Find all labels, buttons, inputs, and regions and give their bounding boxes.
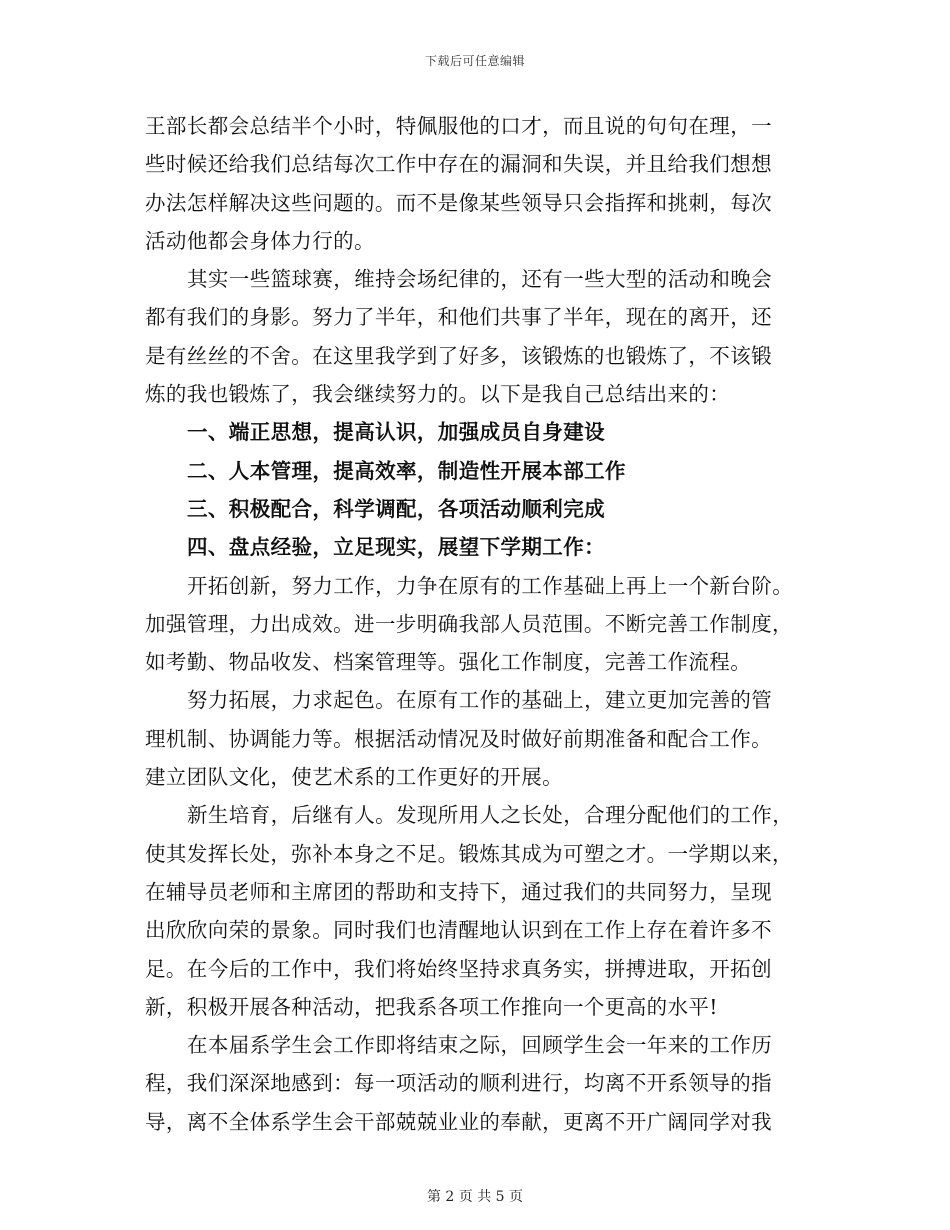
paragraph-line: 活动他都会身体力行的。 xyxy=(145,228,375,253)
paragraph-line: 都有我们的身影。努力了半年，和他们共事了半年，现在的离开，还 xyxy=(145,305,772,330)
paragraph-line: 其实一些篮球赛，维持会场纪律的，还有一些大型的活动和晚会 xyxy=(187,267,773,292)
paragraph-line: 理机制、协调能力等。根据活动情况及时做好前期准备和配合工作。 xyxy=(145,726,772,751)
paragraph-line: 是有丝丝的不舍。在这里我学到了好多，该锻炼的也锻炼了，不该锻 xyxy=(145,343,772,368)
paragraph-line: 在辅导员老师和主席团的帮助和支持下，通过我们的共同努力，呈现 xyxy=(145,879,772,904)
paragraph-line: 炼的我也锻炼了，我会继续努力的。以下是我自己总结出来的： xyxy=(145,382,731,407)
paragraph-line: 足。在今后的工作中，我们将始终坚持求真务实，拼搏进取，开拓创 xyxy=(145,956,772,981)
section-heading-line: 二、人本管理，提高效率，制造性开展本部工作 xyxy=(187,458,626,483)
paragraph-line: 新生培育，后继有人。发现所用人之长处，合理分配他们的工作， xyxy=(187,803,794,828)
page-header-note: 下载后可任意编辑 xyxy=(424,54,525,68)
paragraph-line: 使其发挥长处，弥补本身之不足。锻炼其成为可塑之才。一学期以来， xyxy=(145,841,793,866)
section-heading-line: 一、端正思想，提高认识，加强成员自身建设 xyxy=(187,420,605,445)
paragraph-line: 加强管理，力出成效。进一步明确我部人员范围。不断完善工作制度， xyxy=(145,611,793,636)
paragraph-line: 如考勤、物品收发、档案管理等。强化工作制度，完善工作流程。 xyxy=(145,650,752,675)
paragraph-line: 程，我们深深地感到：每一项活动的顺利进行，均离不开系领导的指 xyxy=(145,1071,772,1096)
section-heading-line: 四、盘点经验，立足现实，展望下学期工作： xyxy=(187,535,605,560)
paragraph-line: 出欣欣向荣的景象。同时我们也清醒地认识到在工作上存在着许多不 xyxy=(145,918,772,943)
paragraph-line: 些时候还给我们总结每次工作中存在的漏洞和失误，并且给我们想想 xyxy=(145,152,772,177)
paragraph-line: 建立团队文化，使艺术系的工作更好的开展。 xyxy=(145,765,563,790)
document-body xyxy=(145,107,805,1141)
paragraph-line: 王部长都会总结半个小时，特佩服他的口才，而且说的句句在理，一 xyxy=(145,114,772,138)
section-heading-line: 三、积极配合，科学调配，各项活动顺利完成 xyxy=(187,496,605,521)
paragraph-line: 导，离不全体系学生会干部兢兢业业的奉献，更离不开广阔同学对我 xyxy=(145,1109,772,1134)
paragraph-line: 办法怎样解决这些问题的。而不是像某些领导只会指挥和挑刺，每次 xyxy=(145,190,772,215)
paragraph-line: 开拓创新，努力工作，力争在原有的工作基础上再上一个新台阶。 xyxy=(187,573,794,598)
page-number-footer: 第 2 页 共 5 页 xyxy=(426,1189,524,1205)
paragraph-line: 在本届系学生会工作即将结束之际，回顾学生会一年来的工作历 xyxy=(187,1033,773,1058)
paragraph-line: 努力拓展，力求起色。在原有工作的基础上，建立更加完善的管 xyxy=(187,688,773,713)
paragraph-line: 新，积极开展各种活动，把我系各项工作推向一个更高的水平! xyxy=(145,994,718,1019)
